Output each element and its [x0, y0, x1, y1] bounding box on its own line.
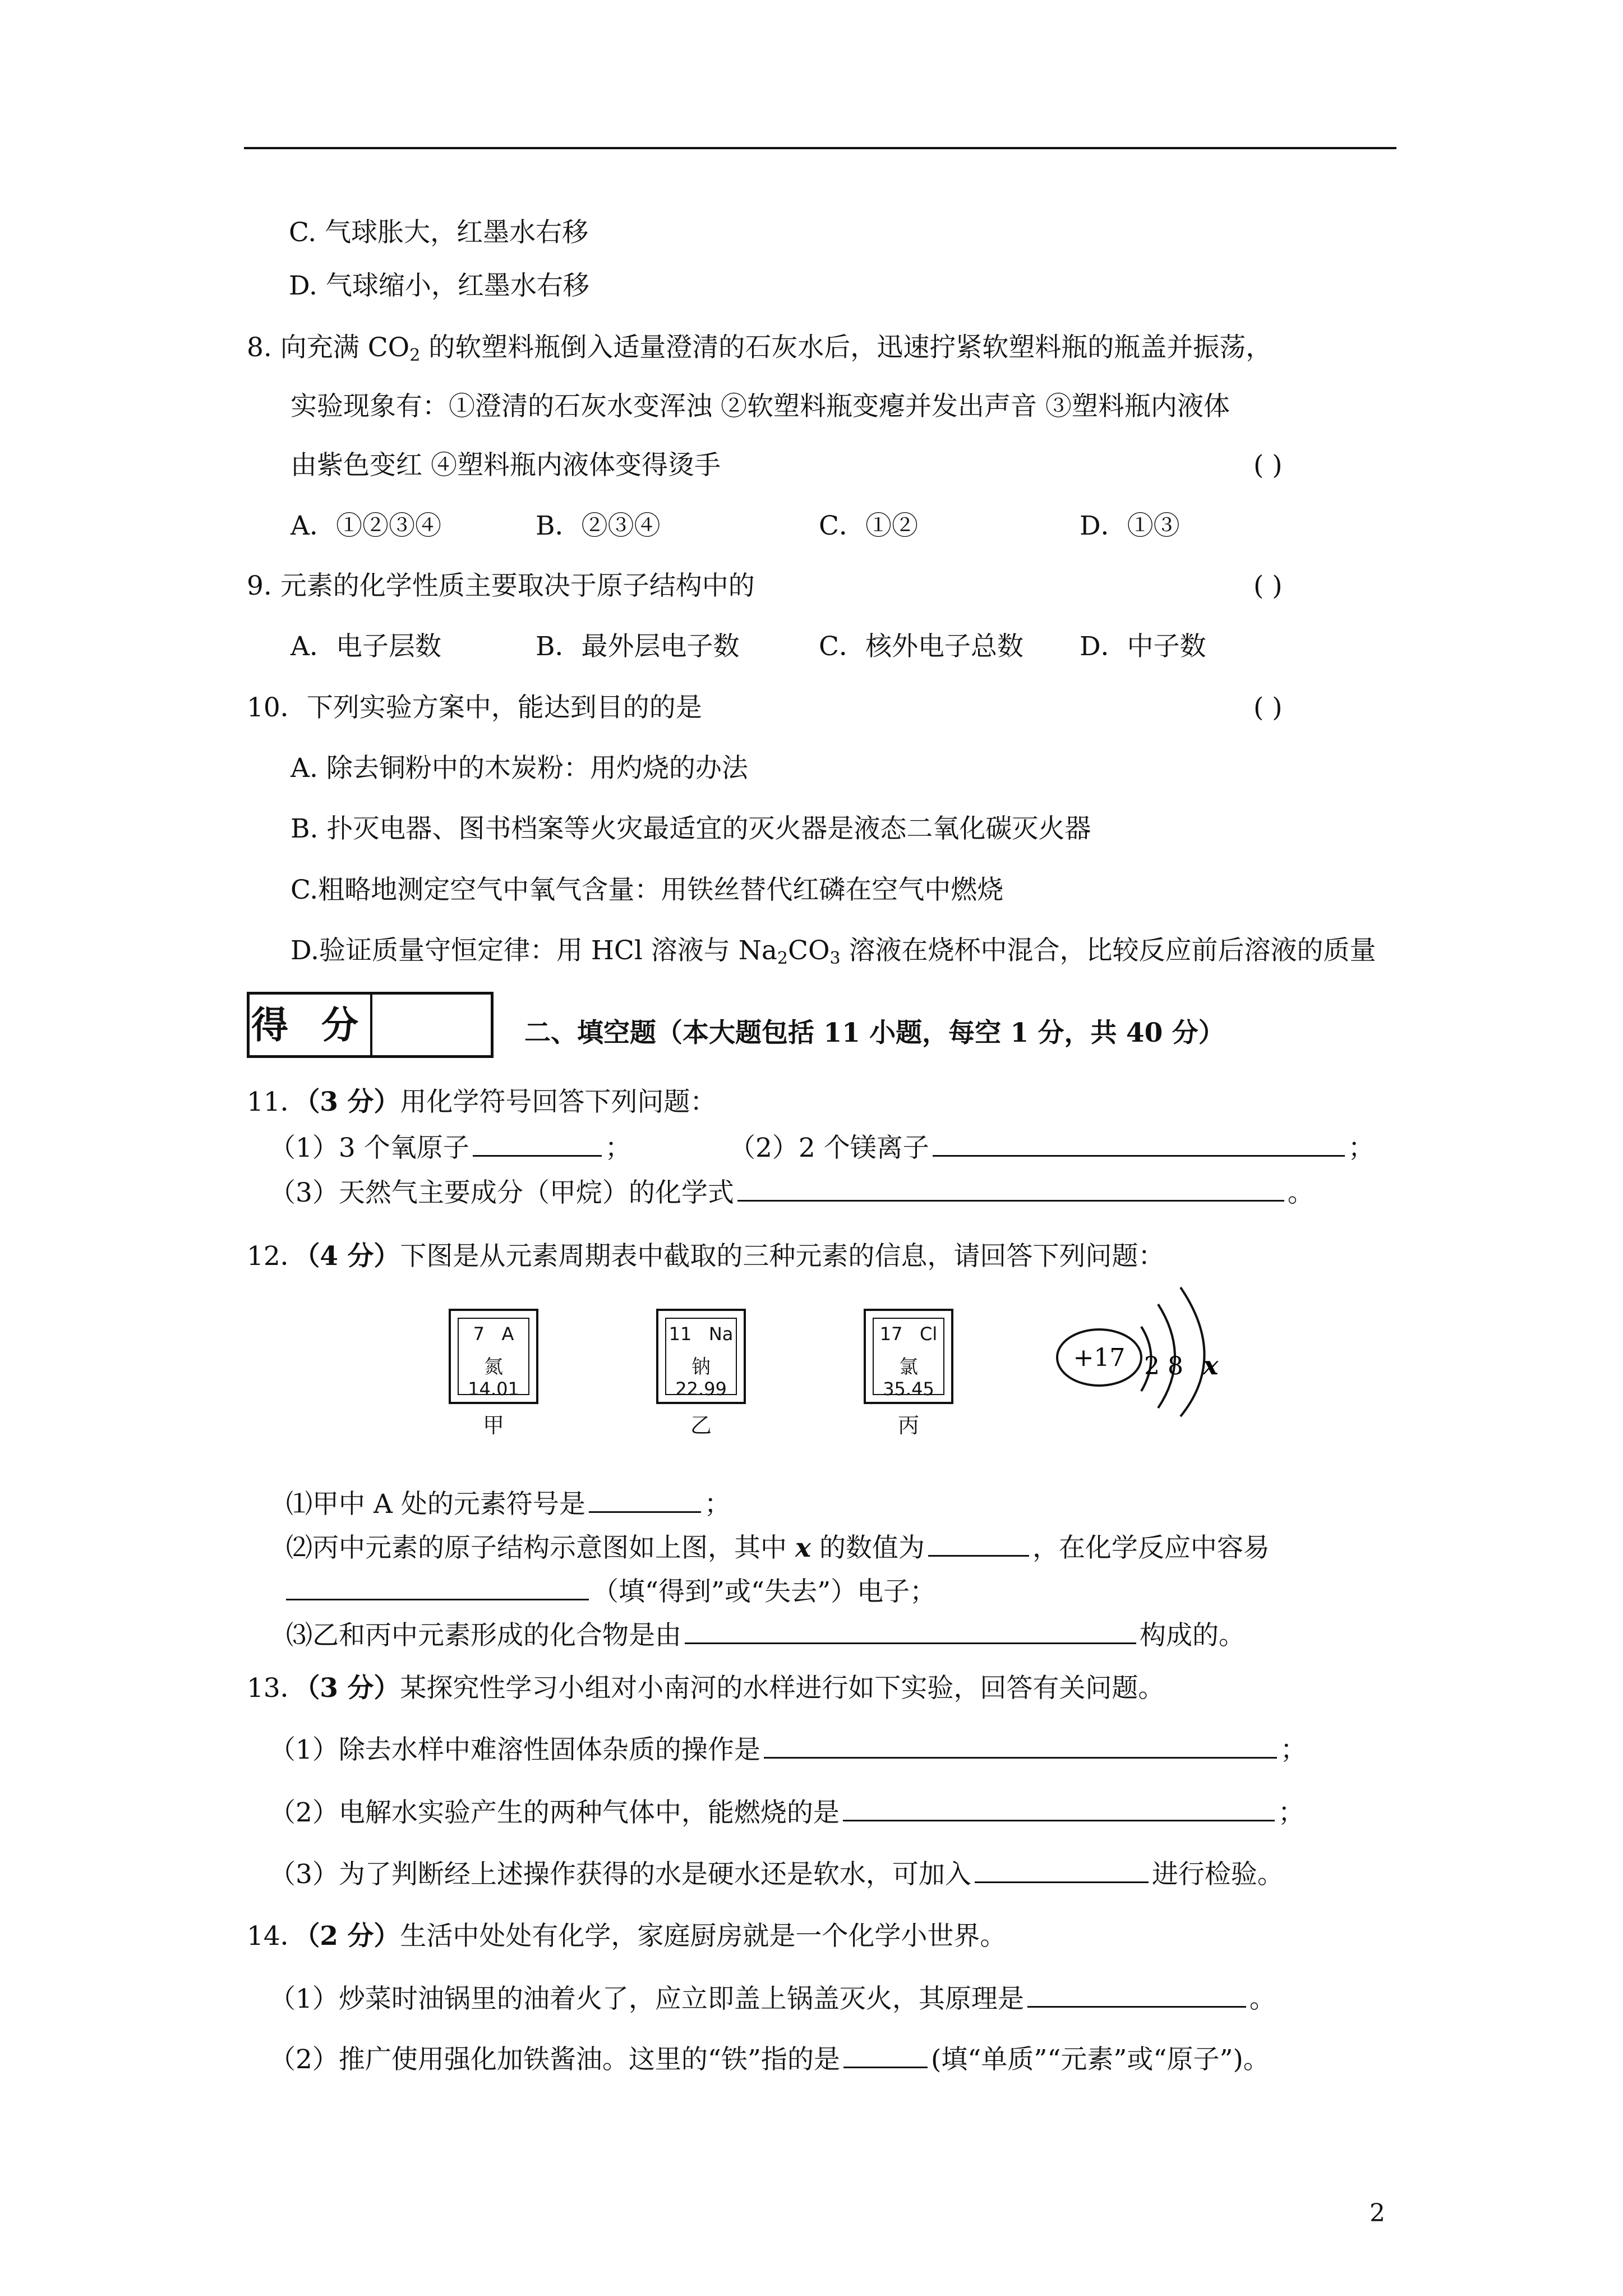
q7-option-d: D. 气球缩小，红墨水右移 [289, 270, 589, 301]
q11-part3: （3）天然气主要成分（甲烷）的化学式 。 [269, 1175, 1314, 1210]
electron-shell-3 [1181, 1287, 1205, 1416]
q9-option-c: C．核外电子总数 [819, 631, 1023, 662]
q10-option-d: D.验证质量守恒定律：用 HCl 溶液与 $Na_2CO_3$ 溶液在烧杯中混合，比较反应前后溶液的质量 [291, 935, 1376, 968]
q10-answer-paren: ( ) [1253, 692, 1283, 723]
tile-name: 钠 [691, 1356, 711, 1378]
shell-1-electrons: 2 [1144, 1352, 1160, 1381]
q8-option-a: A．①②③④ [291, 510, 441, 541]
q8-stem: 8. 向充满 $CO_2$ 的软塑料瓶倒入适量澄清的石灰水后，迅速拧紧软塑料瓶的瓶盖并振荡， [247, 332, 1272, 365]
section2-title: 二、填空题（本大题包括 11 小题，每空 1 分，共 40 分） [524, 1018, 1225, 1048]
q12-blank-1[interactable] [589, 1487, 701, 1513]
tile-label-yi: 乙 [690, 1413, 712, 1438]
q13-blank-1[interactable] [764, 1732, 1277, 1759]
header-rule [244, 147, 1396, 149]
tile-label-bing: 丙 [897, 1413, 919, 1438]
element-tile-sodium [656, 1309, 746, 1404]
q8-line2: 实验现象有：①澄清的石灰水变浑浊 ②软塑料瓶变瘪并发出声音 ③塑料瓶内液体 [291, 391, 1230, 422]
q8-option-d: D．①③ [1080, 510, 1180, 541]
q11-blank-1[interactable] [473, 1130, 602, 1157]
tile-number-symbol: 17 Cl [879, 1323, 938, 1345]
q10-option-c: C.粗略地测定空气中氧气含量：用铁丝替代红磷在空气中燃烧 [291, 875, 1004, 905]
tile-name: 氯 [899, 1356, 918, 1378]
q8-option-b: B．②③④ [536, 510, 661, 541]
atom-structure-diagram [1043, 1273, 1245, 1419]
q14-part2: （2）推广使用强化加铁酱油。这里的“铁”指的是 (填“单质”“元素”或“原子”)。 [269, 2042, 1270, 2077]
q11-part1: （1）3 个氧原子 ； [269, 1130, 631, 1165]
tile-mass: 35.45 [883, 1378, 934, 1400]
q9-option-d: D．中子数 [1080, 631, 1206, 662]
q13-part2: （2）电解水实验产生的两种气体中，能燃烧的是 ； [269, 1795, 1304, 1830]
q11-stem: 11．（3 分）用化学符号回答下列问题： [247, 1087, 717, 1117]
tile-name: 氮 [484, 1356, 503, 1378]
tile-mass: 22.99 [675, 1378, 727, 1400]
q12-sub3: ⑶乙和丙中元素形成的化合物是由 构成的。 [286, 1618, 1245, 1653]
q13-blank-2[interactable] [843, 1795, 1275, 1821]
q12-blank-4[interactable] [685, 1618, 1136, 1644]
q10-option-a: A. 除去铜粉中的木炭粉：用灼烧的办法 [291, 753, 748, 784]
q9-answer-paren: ( ) [1253, 570, 1283, 601]
page-number: 2 [1370, 2199, 1385, 2228]
element-tile-nitrogen [449, 1309, 538, 1404]
q9-option-b: B．最外层电子数 [536, 631, 740, 662]
score-label: 得 分 [250, 995, 372, 1055]
q14-blank-1[interactable] [1027, 1981, 1246, 2008]
q8-line3: 由紫色变红 ④塑料瓶内液体变得烫手 [291, 450, 721, 481]
q12-sub2: ⑵丙中元素的原子结构示意图如上图，其中 x 的数值为 ，在化学反应中容易 [286, 1530, 1270, 1565]
q13-blank-3[interactable] [975, 1857, 1149, 1883]
tile-label-jia: 甲 [482, 1413, 504, 1438]
q13-stem: 13．（3 分）某探究性学习小组对小南河的水样进行如下实验，回答有关问题。 [247, 1673, 1165, 1704]
q12-blank-2[interactable] [928, 1530, 1029, 1557]
q13-part1: （1）除去水样中难溶性固体杂质的操作是 ； [269, 1732, 1307, 1767]
q11-blank-3[interactable] [737, 1175, 1284, 1202]
q12-stem: 12．（4 分）下图是从元素周期表中截取的三种元素的信息，请回答下列问题： [247, 1241, 1165, 1272]
q12-sub1: ⑴甲中 A 处的元素符号是 ； [286, 1487, 731, 1521]
q14-stem: 14．（2 分）生活中处处有化学，家庭厨房就是一个化学小世界。 [247, 1921, 1007, 1952]
q11-blank-2[interactable] [933, 1130, 1345, 1157]
q8-answer-paren: ( ) [1253, 450, 1283, 481]
q11-part2: （2）2 个镁离子 ； [729, 1130, 1375, 1165]
nucleus-charge: +17 [1073, 1343, 1126, 1372]
q9-option-a: A．电子层数 [291, 631, 441, 662]
q12-blank-3[interactable] [286, 1574, 589, 1600]
tile-number-symbol: 11 Na [668, 1323, 734, 1345]
q7-option-c: C. 气球胀大，红墨水右移 [289, 217, 589, 248]
q14-blank-2[interactable] [843, 2042, 928, 2068]
q9-stem: 9. 元素的化学性质主要取决于原子结构中的 [247, 570, 755, 601]
score-box [247, 992, 494, 1058]
q10-stem: 10．下列实验方案中，能达到目的的是 [247, 692, 702, 723]
q14-part1: （1）炒菜时油锅里的油着火了，应立即盖上锅盖灭火，其原理是 。 [269, 1981, 1276, 2016]
shell-2-electrons: 8 [1168, 1352, 1183, 1381]
tile-mass: 14.01 [468, 1378, 519, 1400]
q12-sub2-cont: （填“得到”或“失去”）电子； [286, 1574, 936, 1609]
element-tile-chlorine [864, 1309, 953, 1404]
shell-3-electrons: x [1203, 1350, 1219, 1381]
tile-number-symbol: 7 A [473, 1323, 514, 1345]
q10-option-b: B. 扑灭电器、图书档案等火灾最适宜的灭火器是液态二氧化碳灭火器 [291, 813, 1091, 844]
q8-option-c: C．①② [819, 510, 918, 541]
q13-part3: （3）为了判断经上述操作获得的水是硬水还是软水，可加入 进行检验。 [269, 1857, 1284, 1892]
